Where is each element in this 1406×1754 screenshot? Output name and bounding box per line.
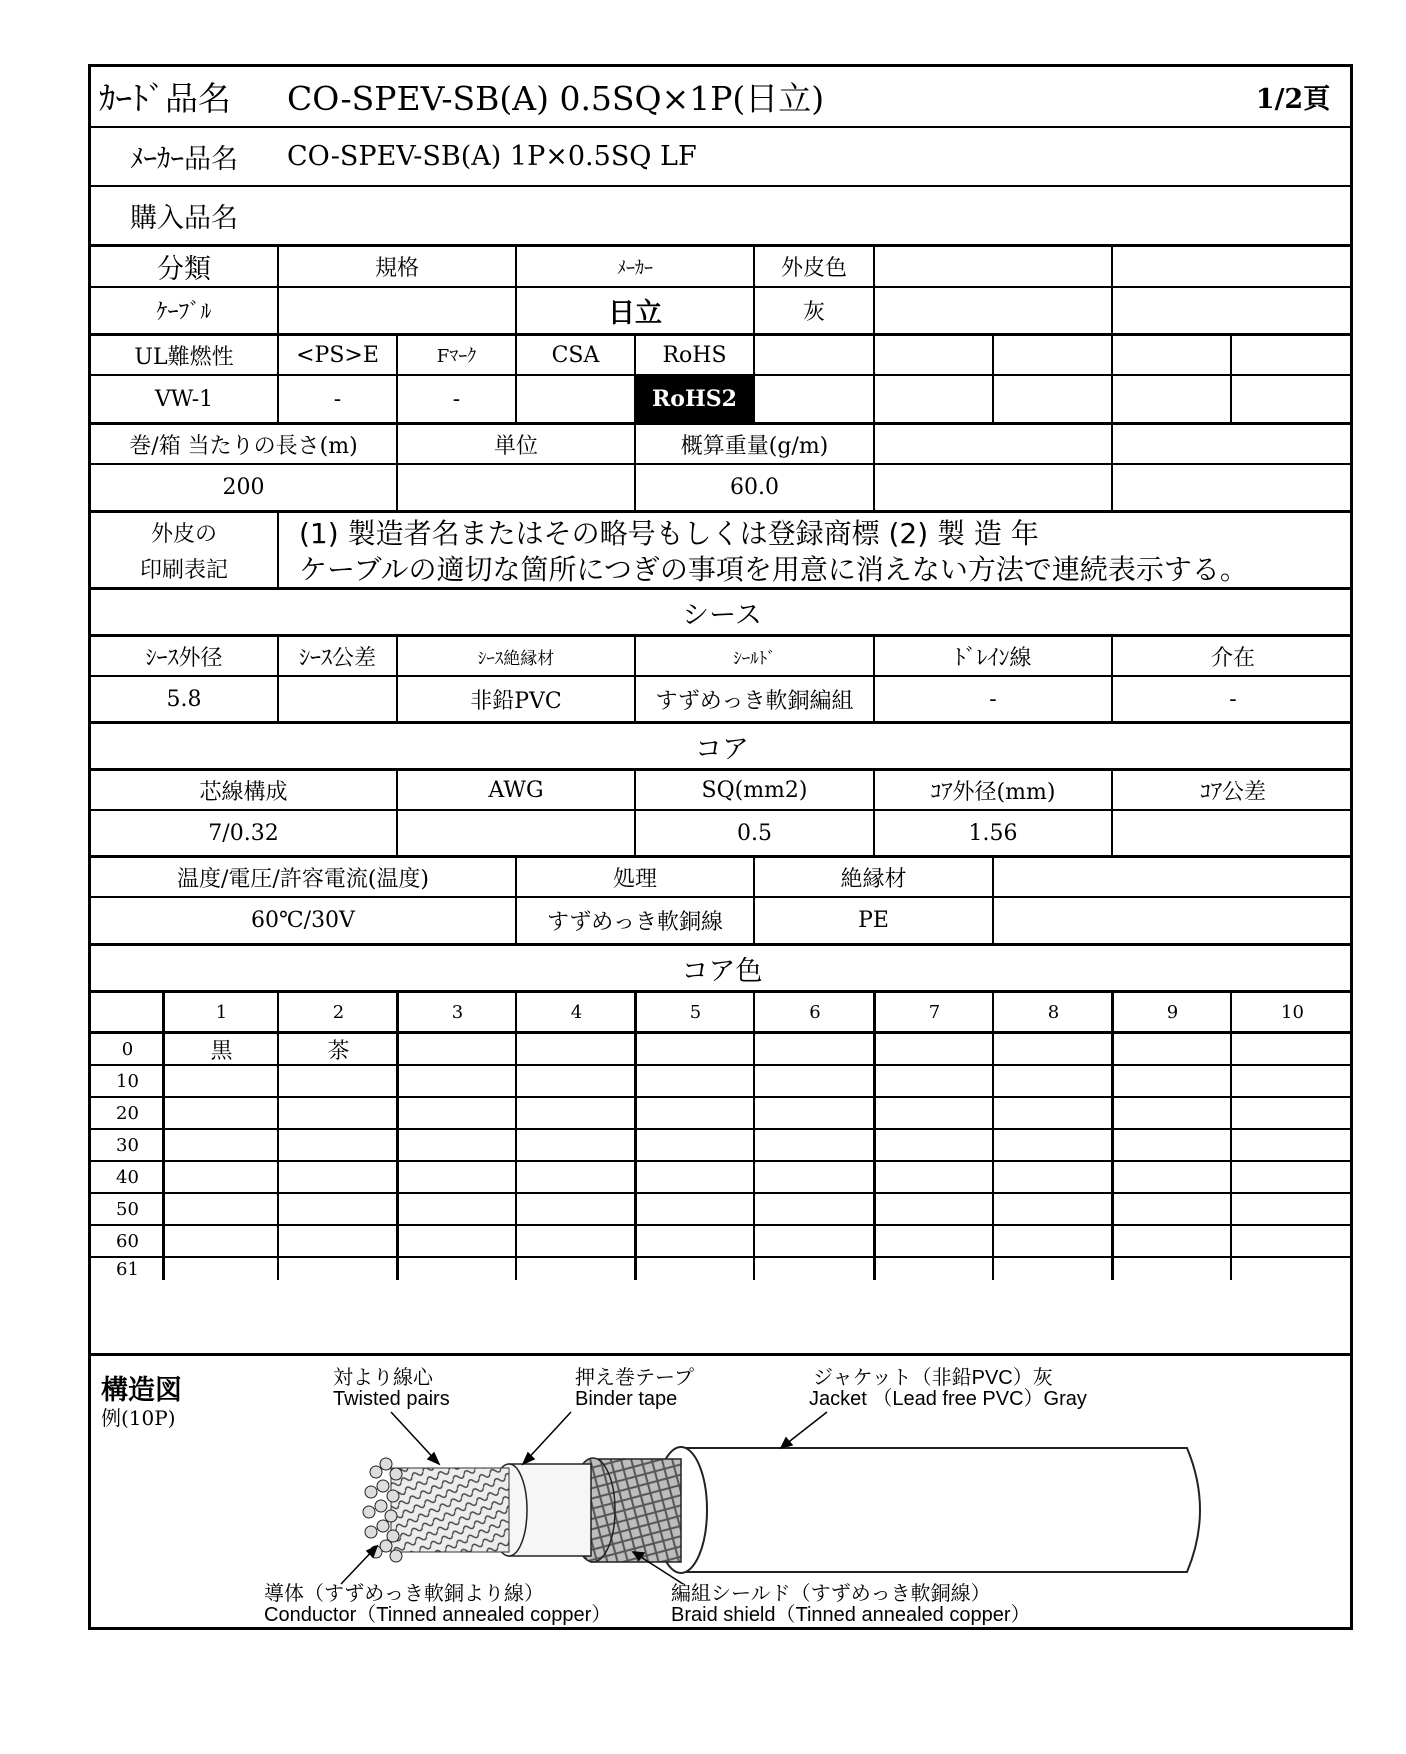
sheath-header-2: ｼｰｽ絶縁材 — [477, 648, 555, 669]
std-header-5 — [755, 336, 873, 374]
class-header-4 — [875, 247, 1111, 286]
core-header-2: SQ(mm2) — [701, 777, 808, 803]
color-row-label: 0 — [121, 1038, 134, 1060]
sheath-value-2: 非鉛PVC — [470, 688, 562, 714]
class-header-2: ﾒｰｶｰ — [617, 257, 653, 279]
card-label: ｶｰﾄﾞ品名 — [99, 79, 231, 118]
card-name: CO-SPEV-SB(A) 0.5SQ×1P(日立) — [287, 79, 825, 118]
color-cell — [517, 1034, 636, 1064]
class-value-1 — [279, 288, 515, 333]
print-text-line1: (1) 製造者名またはその略号もしくは登録商標 (2) 製 造 年 — [299, 517, 1039, 550]
color-cell — [398, 1034, 517, 1064]
core2-value-3 — [994, 898, 1353, 943]
core-value-3: 1.56 — [968, 820, 1018, 846]
core-value-4 — [1113, 811, 1353, 855]
sheath-header-1: ｼｰｽ公差 — [298, 645, 376, 671]
page-number: 1/2頁 — [1255, 84, 1331, 115]
class-value-4 — [875, 288, 1111, 333]
core-color-title: コア色 — [681, 955, 763, 987]
label-jacket-jp: ジャケット（非鉛PVC）灰 — [813, 1367, 1053, 1389]
sheath-value-3: すずめっき軟銅編組 — [655, 688, 854, 714]
sheath-title: シース — [682, 599, 762, 631]
print-text-line2: ケーブルの適切な箇所につぎの事項を用意に消えない方法で連続表示する。 — [299, 553, 1248, 586]
spec-sheet — [88, 64, 1353, 1630]
core-header-3: ｺｱ外径(mm) — [930, 779, 1056, 805]
core2-value-2: PE — [858, 908, 889, 933]
label-jacket-en: Jacket （Lead free PVC）Gray — [809, 1388, 1087, 1410]
std-value-0: VW-1 — [154, 386, 214, 412]
color-cell — [994, 1034, 1113, 1064]
core-color-grid — [91, 993, 1353, 1353]
std-header-8 — [1113, 336, 1230, 374]
color-row-label: 10 — [116, 1070, 139, 1092]
twisted-pairs-layer — [363, 1458, 509, 1562]
class-value-0: ｹｰﾌﾞﾙ — [156, 300, 212, 325]
color-col-header: 3 — [451, 1001, 464, 1023]
core-value-2: 0.5 — [737, 820, 772, 846]
std-value-2: - — [452, 386, 461, 412]
color-cell — [875, 1034, 994, 1064]
color-cell: 茶 — [327, 1038, 350, 1064]
length-value-0: 200 — [222, 475, 265, 500]
structure-area — [91, 1356, 1353, 1630]
label-binder-en: Binder tape — [575, 1388, 678, 1410]
std-value-7 — [994, 376, 1111, 422]
color-cell — [636, 1034, 755, 1064]
color-row-label: 30 — [116, 1134, 139, 1156]
std-value-8 — [1113, 376, 1230, 422]
color-row-label: 61 — [116, 1258, 139, 1280]
std-value-3 — [517, 376, 634, 422]
std-header-2: Fﾏｰｸ — [436, 346, 477, 367]
color-cell: 黒 — [210, 1038, 233, 1064]
core2-header-3 — [994, 858, 1353, 896]
core2-value-1: すずめっき軟銅線 — [546, 910, 723, 935]
sheath-header-0: ｼｰｽ外径 — [145, 645, 223, 671]
std-value-9 — [1232, 376, 1353, 422]
length-header-3 — [875, 425, 1111, 463]
length-header-2: 概算重量(g/m) — [680, 433, 829, 459]
std-header-0: UL難燃性 — [134, 344, 234, 370]
color-col-header: 4 — [570, 1001, 583, 1023]
sheath-value-4: - — [989, 686, 997, 712]
std-value-1: - — [333, 386, 342, 412]
maker-name: CO-SPEV-SB(A) 1P×0.5SQ LF — [287, 141, 697, 172]
label-pairs-jp: 対より線心 — [333, 1367, 433, 1389]
core-header-1: AWG — [488, 777, 544, 803]
std-header-3: CSA — [551, 342, 600, 368]
class-header-3: 外皮色 — [780, 256, 847, 281]
purchase-name — [279, 187, 1349, 244]
class-header-1: 規格 — [374, 256, 419, 281]
length-header-4 — [1113, 425, 1353, 463]
length-value-3 — [875, 465, 1111, 510]
color-col-header: 1 — [215, 1001, 228, 1023]
color-cell — [1113, 1034, 1232, 1064]
std-header-9 — [1232, 336, 1353, 374]
print-label-2: 印刷表記 — [139, 557, 228, 583]
sheath-value-0: 5.8 — [166, 686, 202, 712]
length-header-0: 巻/箱 当たりの長さ(m) — [129, 433, 358, 459]
core-value-1 — [398, 811, 634, 855]
length-header-1: 単位 — [493, 433, 538, 459]
color-col-header: 9 — [1166, 1001, 1179, 1023]
core2-header-0: 温度/電圧/許容電流(温度) — [177, 866, 429, 892]
label-braid-en: Braid shield（Tinned annealed copper） — [671, 1604, 1031, 1626]
rohs2-badge: RoHS2 — [636, 376, 753, 422]
color-row-label: 50 — [116, 1198, 139, 1220]
core-title: コア — [695, 733, 749, 765]
print-label-1: 外皮の — [150, 521, 217, 547]
label-conductor-jp: 導体（すずめっき軟銅より線） — [264, 1583, 544, 1605]
core-value-0: 7/0.32 — [208, 820, 279, 846]
color-col-header: 10 — [1281, 1001, 1304, 1023]
length-value-1 — [398, 465, 634, 510]
std-header-6 — [875, 336, 992, 374]
sheath-value-1 — [279, 677, 396, 721]
label-conductor-en: Conductor（Tinned annealed copper） — [264, 1604, 612, 1626]
std-header-4: RoHS — [662, 342, 727, 368]
core2-header-2: 絶縁材 — [840, 866, 907, 892]
std-header-1: <PS>E — [296, 342, 379, 368]
color-col-header: 8 — [1047, 1001, 1060, 1023]
jacket-layer — [655, 1447, 1200, 1573]
core-header-0: 芯線構成 — [199, 779, 288, 805]
color-row-label: 40 — [116, 1166, 139, 1188]
color-row-label: 20 — [116, 1102, 139, 1124]
class-header-0: 分類 — [157, 254, 211, 285]
structure-example: 例(10P) — [101, 1406, 176, 1430]
color-cell — [755, 1034, 875, 1064]
core2-header-1: 処理 — [612, 866, 657, 892]
purchase-label: 購入品名 — [130, 203, 238, 234]
length-value-4 — [1113, 465, 1353, 510]
color-col-header: 2 — [332, 1001, 345, 1023]
color-col-header: 7 — [928, 1001, 941, 1023]
cable-structure-illustration — [91, 1356, 1353, 1630]
color-cell — [1232, 1034, 1353, 1064]
color-row-label: 60 — [116, 1230, 139, 1252]
class-value-2: 日立 — [608, 298, 662, 329]
std-value-5 — [755, 376, 873, 422]
maker-label: ﾒｰｶｰ品名 — [130, 144, 238, 175]
class-value-3: 灰 — [802, 300, 825, 325]
sheath-header-5: 介在 — [1210, 645, 1255, 671]
class-value-5 — [1113, 288, 1353, 333]
structure-title: 構造図 — [101, 1375, 182, 1406]
sheath-header-4: ﾄﾞﾚｲﾝ線 — [954, 645, 1032, 671]
sheath-header-3: ｼｰﾙﾄﾞ — [733, 648, 776, 669]
core2-value-0: 60℃/30V — [251, 908, 355, 933]
color-col-header: 6 — [809, 1001, 821, 1023]
core-header-4: ｺｱ公差 — [1199, 779, 1266, 805]
class-header-5 — [1113, 247, 1353, 286]
length-value-2: 60.0 — [730, 475, 779, 500]
std-value-6 — [875, 376, 992, 422]
label-binder-jp: 押え巻テープ — [575, 1367, 694, 1389]
sheath-value-5: - — [1229, 686, 1237, 712]
std-header-7 — [994, 336, 1111, 374]
label-pairs-en: Twisted pairs — [333, 1388, 450, 1410]
color-col-header: 5 — [689, 1001, 702, 1023]
label-braid-jp: 編組シールド（すずめっき軟銅線） — [671, 1583, 991, 1605]
